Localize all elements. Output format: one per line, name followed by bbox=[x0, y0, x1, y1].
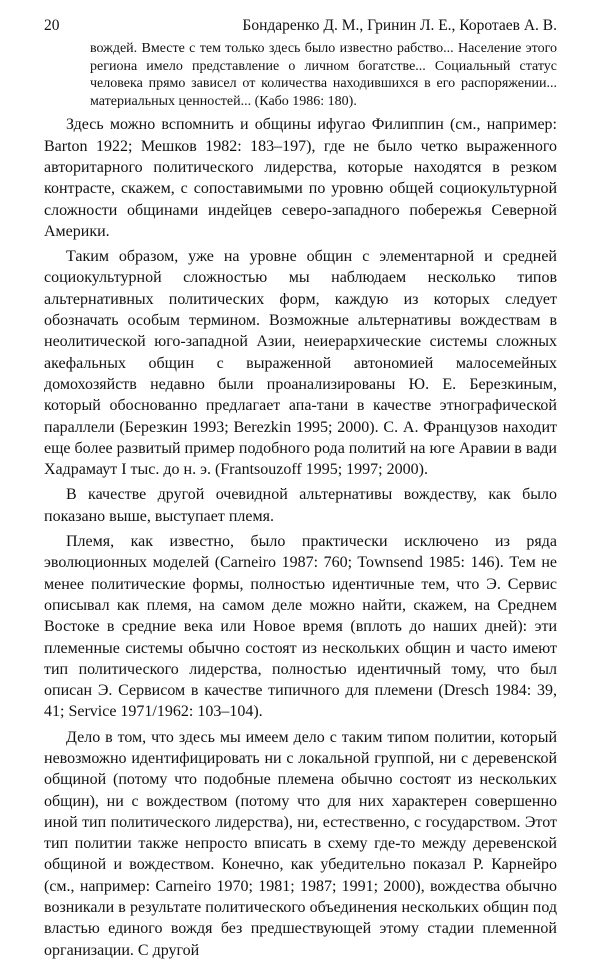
page-header bbox=[44, 17, 557, 39]
paragraph-alternatives: Таким образом, уже на уровне общин с элементарной и средней социокультурной сложностью мы наблюдаем несколько типов альтернативных политических форм, каждую из которых следует обозначать особым термином. Возможные альтернативы вождествам в неолитической юго-западной Азии, неиерархические системы сложных акефальных общин с выраженной автономией малосемейных домохозяйств недавно были проанализированы Ю. Е. Березкиным, который обоснованно предлагает апа-тани в качестве этнографической параллели (Березкин 1993; Berezkin 1995; 2000). С. А. Французов находит еще более развитый пример подобного рода политий на юге Аравии в вади Хадрамаут I тыс. до н. э. (Frantsouzoff 1995; 1997; 2000). bbox=[44, 248, 557, 479]
paragraph-tribe-models: Племя, как известно, было практически исключено из ряда эволюционных моделей (Carneiro 1987: 760; Townsend 1985: 146). Тем не менее политические формы, полностью идентичные тем, что Э. Сервис описывал как племя, на самом деле можно найти, скажем, на Среднем Востоке в средние века или Новое время (вплоть до наших дней): эти племенные системы обычно состоят из нескольких общин и часто имеют тип политического лидерства, полностью идентичный тому, что был описан Э. Сервисом в качестве типичного для племени (Dresch 1984: 39, 41; Service 1971/1962: 103–104). bbox=[44, 533, 557, 721]
paragraph-ifugao: Здесь можно вспомнить и общины ифугао Филиппин (см., например: Barton 1922; Мешков 1982: 183–197), где не было четко выраженного авторитарного политического лидерства, которые находятся в резком контрасте, скажем, с сопоставимыми по уровню общей социокультурной сложности общинами индейцев северо-западного побережья Северной Америки. bbox=[44, 116, 557, 240]
running-head-authors: Бондаренко Д. М., Гринин Л. Е., Коротаев А. В. bbox=[242, 17, 557, 34]
block-quote: вождей. Вместе с тем только здесь было известно рабство... Население этого региона имело представление о личном богатстве... Социальный статус человека прямо зависел от количества находившихся в его распоряжении... материальных ценностей... (Кабо 1986: 180). bbox=[90, 41, 557, 109]
body-text bbox=[44, 40, 557, 961]
paragraph-tribe-intro: В качестве другой очевидной альтернативы вождеству, как было показано выше, выступает племя. bbox=[44, 486, 557, 525]
paragraph-polity-type: Дело в том, что здесь мы имеем дело с таким типом политии, который невозможно идентифицировать ни с локальной группой, ни с деревенской общиной (потому что подобные племена обычно состоят из нескольких общин), ни с вождеством (потому что для них характерен совершенно иной тип политического лидерства), ни, естественно, с государством. Этот тип политии также непросто вписать в схему где-то между деревенской общиной и вождеством. Конечно, как убедительно показал Р. Карнейро (см., например: Carneiro 1970; 1981; 1987; 1991; 2000), вождества обычно возникали в результате политического объединения нескольких общин под властью единого вождя без предшествующей этому стадии племенной организации. С другой bbox=[44, 728, 557, 959]
page-number: 20 bbox=[44, 17, 60, 34]
